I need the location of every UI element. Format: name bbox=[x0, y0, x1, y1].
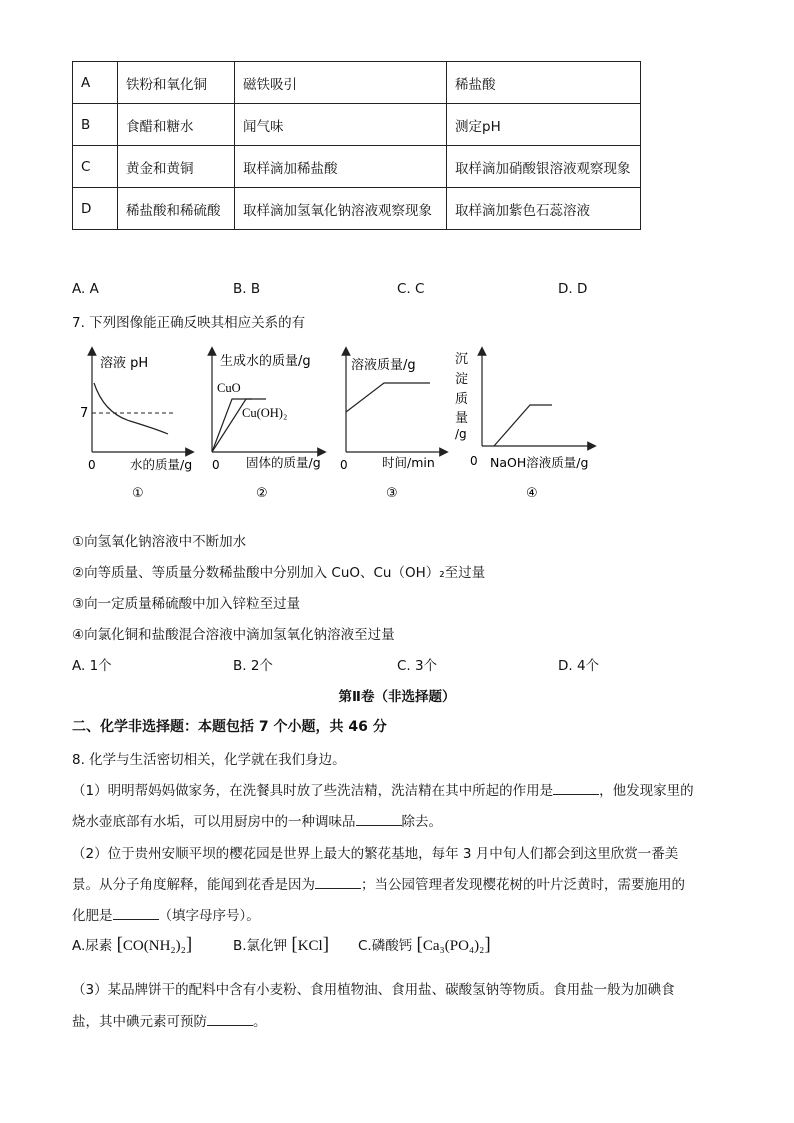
graph3-number: ③ bbox=[386, 486, 398, 501]
graph1-ylabel: 溶液 pH bbox=[100, 356, 149, 371]
graph4-ylabel-1: 沉 bbox=[455, 352, 469, 367]
q6-choice-a: A. A bbox=[72, 281, 99, 297]
q8-part2-line3 bbox=[72, 904, 260, 924]
method2-cell: 取样滴加紫色石蕊溶液 bbox=[447, 188, 641, 230]
answer-blank[interactable] bbox=[553, 782, 599, 795]
q8-part1-line2 bbox=[72, 810, 442, 830]
q7-choice-a: A. 1个 bbox=[72, 658, 112, 674]
graph4-xlabel: NaOH溶液质量/g bbox=[490, 455, 589, 470]
q8-part2-text-e: （填字母序号）。 bbox=[158, 908, 260, 924]
q7-stem: 7. 下列图像能正确反映其相应关系的有 bbox=[72, 315, 306, 331]
graph2-origin: 0 bbox=[212, 458, 220, 472]
substances-cell: 食醋和糖水 bbox=[118, 104, 235, 146]
graph4-origin: 0 bbox=[470, 454, 478, 468]
graph3-ylabel: 溶液质量/g bbox=[351, 358, 416, 373]
q8-part1-text-b: ，他发现家里的 bbox=[599, 783, 694, 799]
method2-cell: 测定pH bbox=[447, 104, 641, 146]
graph4-ylabel-3: 质 bbox=[455, 392, 469, 407]
graph3-origin: 0 bbox=[340, 458, 348, 472]
graph2-xlabel: 固体的质量/g bbox=[246, 455, 321, 470]
q8-part1-text-c: 烧水壶底部有水垢，可以用厨房中的一种调味品 bbox=[72, 814, 356, 830]
q8-part1-text-d: 除去。 bbox=[401, 814, 442, 830]
row-label: A bbox=[73, 62, 118, 104]
q7-graphs bbox=[60, 345, 620, 505]
q8-part2-line1: （2）位于贵州安顺平坝的樱花园是世界上最大的繁花基地，每年 3 月中旬人们都会到这里欣赏一番美 bbox=[72, 846, 679, 862]
option-b-label: B.氯化钾 bbox=[233, 938, 288, 954]
method1-cell: 取样滴加稀盐酸 bbox=[235, 146, 447, 188]
graph-4 bbox=[455, 351, 592, 501]
q8-option-a: A.尿素 [CO(NH₂)₂] bbox=[72, 934, 193, 955]
q7-statement-1: ①向氢氧化钠溶液中不断加水 bbox=[72, 534, 247, 550]
q6-choice-d: D. D bbox=[558, 281, 588, 297]
q7-choice-c: C. 3个 bbox=[397, 658, 438, 674]
q8-stem: 8. 化学与生活密切相关，化学就在我们身边。 bbox=[72, 752, 346, 768]
answer-blank[interactable] bbox=[356, 813, 402, 826]
solution-mass-line bbox=[346, 383, 430, 412]
graph4-number: ④ bbox=[526, 486, 538, 501]
q7-choice-b: B. 2个 bbox=[233, 658, 273, 674]
graph2-ylabel: 生成水的质量/g bbox=[220, 354, 311, 369]
ph-curve bbox=[94, 383, 168, 434]
graph4-ylabel-2: 淀 bbox=[455, 372, 469, 387]
q8-option-c: C.磷酸钙 [Ca₃(PO₄)₂] bbox=[358, 934, 491, 955]
method1-cell: 取样滴加氢氧化钠溶液观察现象 bbox=[235, 188, 447, 230]
option-c-label: C.磷酸钙 bbox=[358, 938, 413, 954]
graph2-series-cuoh2: Cu(OH)₂ bbox=[242, 406, 288, 420]
method1-cell: 磁铁吸引 bbox=[235, 62, 447, 104]
option-c-formula: Ca₃(PO₄)₂ bbox=[422, 938, 485, 954]
q8-option-b: B.氯化钾 [KCl] bbox=[233, 934, 330, 955]
answer-blank[interactable] bbox=[315, 876, 361, 889]
method2-cell: 取样滴加硝酸银溶液观察现象 bbox=[447, 146, 641, 188]
graph1-origin: 0 bbox=[88, 458, 96, 472]
substances-cell: 稀盐酸和稀硫酸 bbox=[118, 188, 235, 230]
option-a-formula: CO(NH₂)₂ bbox=[122, 938, 186, 954]
q7-statement-4: ④向氯化铜和盐酸混合溶液中滴加氢氧化钠溶液至过量 bbox=[72, 627, 395, 643]
q7-statement-2: ②向等质量、等质量分数稀盐酸中分别加入 CuO、Cu（OH）₂至过量 bbox=[72, 565, 486, 581]
method1-cell: 闻气味 bbox=[235, 104, 447, 146]
q8-part2-text-c: ；当公园管理者发现樱花树的叶片泛黄时，需要施用的 bbox=[361, 877, 685, 893]
section2-title: 二、化学非选择题：本题包括 7 个小题，共 46 分 bbox=[72, 719, 387, 735]
substances-cell: 铁粉和氧化铜 bbox=[118, 62, 235, 104]
q6-choice-c: C. C bbox=[397, 281, 425, 297]
method2-cell: 稀盐酸 bbox=[447, 62, 641, 104]
q8-part2-text-b: 景。从分子角度解释，能闻到花香是因为 bbox=[72, 877, 315, 893]
q7-choice-d: D. 4个 bbox=[558, 658, 600, 674]
q8-part1-text-a: （1）明明帮妈妈做家务，在洗餐具时放了些洗洁精，洗洁精在其中所起的作用是 bbox=[72, 783, 554, 799]
table-row bbox=[73, 188, 641, 230]
q8-part3-text-b: 盐，其中碘元素可预防 bbox=[72, 1014, 207, 1030]
option-b-formula: KCl bbox=[297, 938, 323, 954]
graph-3 bbox=[340, 351, 444, 501]
table-row bbox=[73, 62, 641, 104]
q7-statement-3: ③向一定质量稀硫酸中加入锌粒至过量 bbox=[72, 596, 301, 612]
table-row bbox=[73, 104, 641, 146]
graph1-number: ① bbox=[132, 486, 144, 501]
precipitate-line bbox=[494, 405, 552, 446]
graph-1 bbox=[80, 351, 192, 501]
q8-part2-line2 bbox=[72, 873, 685, 893]
graph4-ylabel-4: 量 bbox=[455, 411, 469, 426]
row-label: B bbox=[73, 104, 118, 146]
graph-2 bbox=[212, 351, 322, 501]
part2-title: 第Ⅱ卷（非选择题） bbox=[338, 689, 456, 705]
q6-choice-b: B. B bbox=[233, 281, 261, 297]
option-a-label: A.尿素 bbox=[72, 938, 113, 954]
q8-part1-line1 bbox=[72, 779, 694, 799]
comparison-table bbox=[72, 61, 641, 230]
substances-cell: 黄金和黄铜 bbox=[118, 146, 235, 188]
row-label: D bbox=[73, 188, 118, 230]
graph2-series-cuo: CuO bbox=[217, 381, 241, 395]
graph1-xlabel: 水的质量/g bbox=[130, 457, 193, 472]
q8-part2-text-d: 化肥是 bbox=[72, 908, 113, 924]
graph4-ylabel-5: /g bbox=[455, 427, 467, 441]
answer-blank[interactable] bbox=[113, 907, 159, 920]
graph1-mark-7: 7 bbox=[80, 406, 89, 421]
q8-part3-text-c: 。 bbox=[253, 1014, 267, 1030]
table-row bbox=[73, 146, 641, 188]
answer-blank[interactable] bbox=[207, 1013, 253, 1026]
row-label: C bbox=[73, 146, 118, 188]
graph2-number: ② bbox=[256, 486, 268, 501]
q8-part3-line1: （3）某品牌饼干的配料中含有小麦粉、食用植物油、食用盐、碳酸氢钠等物质。食用盐一般为加碘食 bbox=[72, 982, 675, 998]
graph3-xlabel: 时间/min bbox=[382, 455, 435, 470]
q8-part3-line2 bbox=[72, 1010, 267, 1030]
